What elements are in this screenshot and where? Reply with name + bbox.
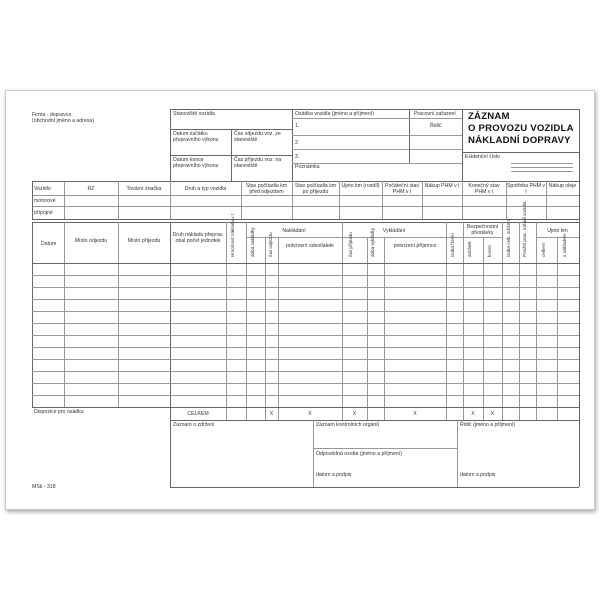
stav-po-header: Stav počítadla km po příjezdu (294, 183, 337, 195)
pripojne-label: přípojné (34, 210, 53, 216)
evidencni-cislo-label: Evidenční číslo (465, 154, 500, 160)
form-sheet (5, 90, 595, 510)
x-mark: X (269, 411, 274, 417)
vykladani-header: Vykládání (382, 228, 406, 234)
datum-podpis-1: datum a podpis (316, 472, 352, 478)
table-row (32, 323, 579, 324)
title-line-1: ZÁZNAM (468, 111, 510, 122)
pracovni-zarazeni-label: Pracovní zařazení (414, 111, 456, 117)
nakup-phm-header: Nákup PHM v l (424, 183, 460, 189)
doba-vykladky-header: doba vykládky (370, 227, 375, 257)
ridic-jmeno-label: Řidič (jméno a příjmení) (460, 422, 516, 428)
nakup-oleje-header: Nákup oleje (548, 183, 577, 189)
druh-nakladu-header: Druh nákladu přeprav. obal počet jednotek (172, 232, 224, 244)
konec-header: konec (487, 244, 492, 257)
title-line-2: O PROVOZU VOZIDLA (468, 123, 574, 134)
motorove-label: motorové (34, 198, 56, 204)
table-row (32, 275, 579, 276)
poznamka-label: Poznámka (295, 164, 320, 170)
cas-odjezdu-stanoviste-label: Čas odjezdu voz. ze stanoviště (234, 131, 281, 143)
table-row (32, 395, 579, 396)
ujeto-km-header: Ujeto km (rozdíl) (341, 183, 380, 189)
table-row (32, 311, 579, 312)
potvrzeni-odesilatele-header: potvrzení odesílatele (286, 243, 334, 249)
spotreba-phm-header: Spotřeba PHM v l (506, 183, 546, 195)
vozidlo-label: Vozidlo (34, 186, 51, 192)
x-mark: X (308, 411, 312, 417)
s-nakladem-header: s nákladem (562, 233, 567, 257)
ujeto-km-col-header: Ujeto km (547, 228, 568, 234)
x-mark: X (413, 411, 417, 417)
crew-row-2: 2. (295, 140, 300, 146)
odpovedna-osoba-label: Odpovědná osoba (jméno a příjmení) (316, 451, 402, 457)
nakladani-header: Nakládání (282, 228, 306, 234)
table-row (32, 287, 579, 288)
druh-typ-header: Druh a typ vozidla (184, 186, 227, 192)
cas-odjezdu-col-header: čas odjezdu (268, 232, 273, 257)
cas-prijezdu-col-header: čas příjezdu (348, 232, 353, 257)
rz-header: RZ (87, 186, 95, 192)
tovarni-znacka-header: Tovární značka (126, 186, 162, 192)
datum-zacatku-label: Datum začátku přepravního výkonu (173, 131, 219, 143)
table-row (32, 299, 579, 300)
pocatecni-phm-header: Počáteční stav PHM v l (384, 183, 420, 195)
zaznam-zdrzeni-label: Záznam o zdržení (173, 422, 215, 428)
bezpecnostni-header: Bezpečnostní přestávky (466, 224, 499, 236)
hmotnost-header: Hmotnost nákladu v t (230, 213, 235, 257)
datum-konce-label: Datum konce přepravního výkonu (173, 157, 219, 169)
title-line-3: NÁKLADNÍ DOPRAVY (468, 135, 571, 146)
dispozice-label: Dispozice pro osádku (34, 409, 84, 415)
ridic-role: Řidič (430, 123, 442, 129)
posadka-label: Osádka vozidla (jméno a příjmení) (295, 111, 374, 117)
datum-header: Datum (41, 241, 57, 247)
stav-pred-header: Stav počítadla km před odjezdem (245, 183, 288, 195)
x-mark: X (490, 411, 495, 417)
doba-celk-zdrzeni-header: Doba celk. zdržení (506, 218, 511, 257)
pouziti-naradi-header: Použití prac. nářadí vozidla (522, 201, 527, 257)
form-code: MSk - 318 (32, 484, 56, 490)
konecny-phm-header: Konečný stav PHM v l (468, 183, 500, 195)
cas-prijezdu-stanoviste-label: Čas příjezdu voz. na stanoviště (234, 157, 282, 169)
table-row (32, 335, 579, 336)
crew-row-1: 1. (295, 123, 300, 129)
ujeto-celkem-header: celkem (541, 242, 546, 257)
table-row (32, 347, 579, 348)
firm-sublabel: (obchodní jméno a adresa) (32, 118, 94, 124)
misto-prijezdu-header: Místo příjezdu (127, 238, 161, 244)
x-mark: X (471, 411, 475, 417)
firm-label: Firma - dopravce: (32, 112, 73, 118)
x-mark: X (352, 411, 357, 417)
doba-nakladky-header: doba nakládky (250, 227, 255, 257)
doba-rizeni-header: Doba řízení (450, 233, 455, 257)
potvrzeni-prijemce-header: potvrzení příjemce (393, 243, 437, 249)
misto-odjezdu-header: Místo odjezdu (74, 238, 108, 244)
zacatek-header: začátek (467, 241, 472, 257)
table-row (32, 383, 579, 384)
datum-podpis-2: datum a podpis (460, 472, 496, 478)
stanoviste-label: Stanoviště vozidla (173, 111, 215, 117)
table-row (32, 359, 579, 360)
zaznam-kontrol-label: Záznam kontrolních orgánů (316, 422, 380, 428)
table-row (32, 371, 579, 372)
crew-row-3: 3. (295, 154, 300, 160)
celkem-label: CELKEM (187, 411, 209, 417)
